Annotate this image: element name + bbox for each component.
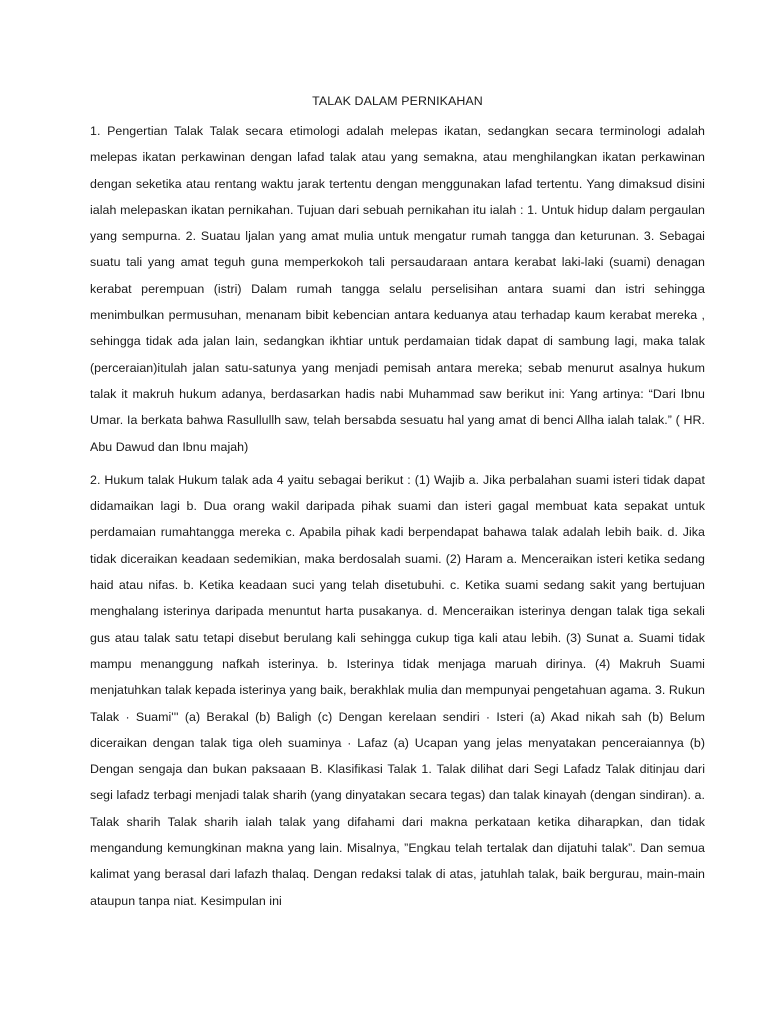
paragraph-hukum-talak: 2. Hukum talak Hukum talak ada 4 yaitu sebagai berikut : (1) Wajib a. Jika perbalahan suami isteri tidak dapat didamaikan lagi b. Dua orang wakil daripada pihak suami dan isteri gagal membuat kata sepakat untuk perdamaian rumahtangga mereka c. Apabila pihak kadi berpendapat bahawa talak adalah lebih baik. d. Jika tidak diceraikan keadaan sedemikian, maka berdosalah suami. (2) Haram a. Menceraikan isteri ketika sedang haid atau nifas. b. Ketika keadaan suci yang telah disetubuhi. c. Ketika suami sedang sakit yang bertujuan menghalang isterinya daripada menuntut harta pusakanya. d. Menceraikan isterinya dengan talak tiga sekali gus atau talak satu tetapi disebut berulang kali sehingga cukup tiga kali atau lebih. (3) Sunat a. Suami tidak mampu menanggung nafkah isterinya. b. Isterinya tidak menjaga maruah dirinya. (4) Makruh Suami menjatuhkan talak kepada isterinya yang baik, berakhlak mulia dan mempunyai pengetahuan agama. 3. Rukun Talak · Suami''' (a) Berakal (b) Baligh (c) Dengan kerelaan sendiri · Isteri (a) Akad nikah sah (b) Belum diceraikan dengan talak tiga oleh suaminya · Lafaz (a) Ucapan yang jelas menyatakan penceraiannya (b) Dengan sengaja dan bukan paksaaan B. Klasifikasi Talak 1. Talak dilihat dari Segi Lafadz Talak ditinjau dari segi lafadz terbagi menjadi talak sharih (yang dinyatakan secara tegas) dan talak kinayah (dengan sindiran). a. Talak sharih Talak sharih ialah talak yang difahami dari makna perkataan ketika diharapkan, dan tidak mengandung kemungkinan makna yang lain. Misalnya, ”Engkau telah tertalak dan dijatuhi talak”. Dan semua kalimat yang berasal dari lafazh thalaq. Dengan redaksi talak di atas, jatuhlah talak, baik bergurau, main-main ataupun tanpa niat. Kesimpulan ini xyxy=(90,472,705,908)
document-body xyxy=(90,92,705,914)
document-title: TALAK DALAM PERNIKAHAN xyxy=(312,94,483,108)
paragraph-pengertian-talak: 1. Pengertian Talak Talak secara etimologi adalah melepas ikatan, sedangkan secara terminologi adalah melepas ikatan perkawinan dengan lafad talak atau yang semakna, atau menghilangkan ikatan perkawinan dengan seketika atau rentang waktu jarak tertentu dengan menggunakan lafad tertentu. Yang dimaksud disini ialah melepaskan ikatan pernikahan. Tujuan dari sebuah pernikahan itu ialah : 1. Untuk hidup dalam pergaulan yang sempurna. 2. Suatau ljalan yang amat mulia untuk mengatur rumah tangga dan keturunan. 3. Sebagai suatu tali yang amat teguh guna memperkokoh tali persaudaraan antara kerabat laki-laki (suami) denagan kerabat perempuan (istri) Dalam rumah tangga selalu perselisihan antara suami dan istri sehingga menimbulkan permusuhan, menanam bibit kebencian antara keduanya atau terhadap kaum kerabat mereka , sehingga tidak ada jalan lain, sedangkan ikhtiar untuk perdamaian tidak dapat di sambung lagi, maka talak (perceraian)itulah jalan satu-satunya yang menjadi pemisah antara mereka; sebab menurut asalnya hukum talak it makruh hukum adanya, berdasarkan hadis nabi Muhammad saw berikut ini: Yang artinya: “Dari Ibnu Umar. Ia berkata bahwa Rasullullh saw, telah bersabda sesuatu hal yang amat di benci Allha ialah talak.” ( HR. Abu Dawud dan Ibnu majah) xyxy=(90,124,705,454)
